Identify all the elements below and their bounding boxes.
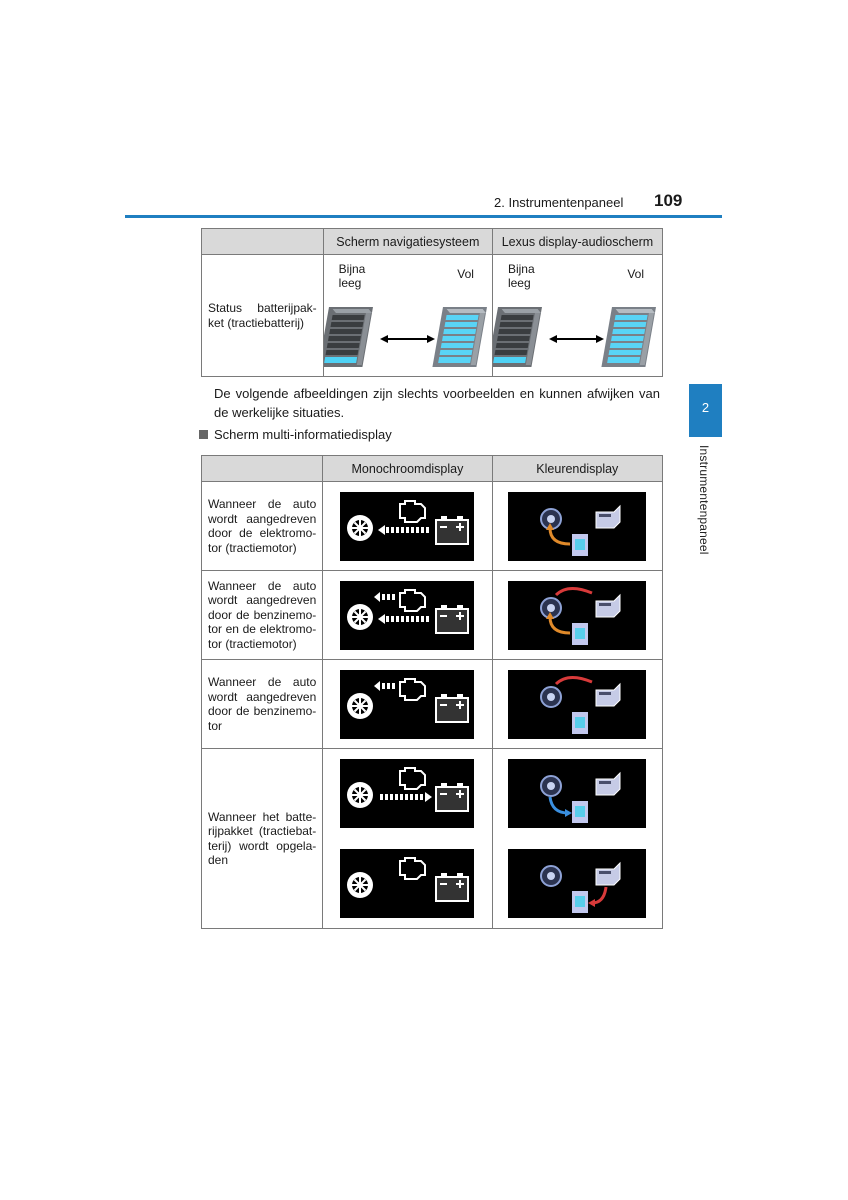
wheel-icon	[541, 776, 561, 796]
double-arrow-icon	[380, 335, 435, 343]
table-header-lexus-audio: Lexus display-audioscherm	[492, 229, 662, 255]
row-label-electric: Wanneer de auto wordt aangedreven door de elektromo-tor (tractiemotor)	[202, 482, 323, 571]
battery-icon	[436, 605, 468, 633]
color-display-electric	[508, 492, 646, 561]
lexus-battery-cell	[492, 255, 662, 377]
battery-status-label: Status batterijpak-ket (tractiebatterij)	[202, 255, 324, 377]
battery-icon	[436, 873, 468, 901]
wheel-icon	[347, 872, 373, 898]
battery-status-table	[201, 228, 663, 377]
double-arrow-icon	[549, 335, 604, 343]
note-text: De volgende afbeeldingen zijn slechts voorbeelden en kunnen afwijken van de werkelijke situaties.	[214, 386, 660, 420]
wheel-icon	[541, 866, 561, 886]
color-cell	[492, 571, 662, 660]
row-label-charging: Wanneer het batte-rijpakket (tractiebat-terij) wordt opgela-den	[202, 749, 323, 929]
color-display-charging-motor	[508, 759, 646, 828]
mono-cell	[323, 660, 492, 749]
nav-battery-cell	[323, 255, 492, 377]
square-bullet-icon	[199, 430, 208, 439]
battery-empty-icon	[493, 307, 542, 367]
multi-info-table	[201, 455, 663, 929]
chapter-tab: 2	[689, 384, 722, 437]
section-heading: Scherm multi-informatiedisplay	[199, 427, 392, 442]
header-rule	[125, 215, 722, 218]
battery-full-icon	[432, 307, 487, 367]
battery-icon	[572, 891, 588, 913]
mono-cell	[323, 749, 492, 839]
color-display-charging-engine	[508, 849, 646, 918]
section-header-title: 2. Instrumentenpaneel	[494, 195, 624, 210]
row-label-hybrid: Wanneer de auto wordt aangedreven door de benzinemo-tor en de elektromo-tor (tractiemotor)	[202, 571, 323, 660]
table-header-navigation: Scherm navigatiesysteem	[323, 229, 492, 255]
table-header-empty	[202, 229, 324, 255]
battery-icon	[572, 623, 588, 645]
battery-icon	[436, 694, 468, 722]
wheel-icon	[347, 604, 373, 630]
battery-levels-graphic	[493, 255, 663, 376]
row-label-engine: Wanneer de auto wordt aangedreven door de benzinemo-tor	[202, 660, 323, 749]
color-cell	[492, 660, 662, 749]
table-header-empty	[202, 456, 323, 482]
wheel-icon	[347, 515, 373, 541]
chapter-side-label: Instrumentenpaneel	[697, 445, 711, 555]
battery-icon	[572, 712, 588, 734]
battery-icon	[436, 783, 468, 811]
battery-icon	[436, 516, 468, 544]
color-cell	[492, 482, 662, 571]
low-label: Bijna leeg	[507, 262, 535, 290]
battery-icon	[572, 801, 588, 823]
page-number: 109	[654, 191, 683, 210]
color-display-engine	[508, 670, 646, 739]
low-label: Bijna leeg	[338, 262, 366, 290]
full-label: Vol	[457, 267, 474, 281]
wheel-icon	[541, 687, 561, 707]
wheel-icon	[347, 782, 373, 808]
color-cell	[492, 839, 662, 929]
wheel-icon	[347, 693, 373, 719]
mono-cell	[323, 839, 492, 929]
full-label: Vol	[627, 267, 644, 281]
color-cell	[492, 749, 662, 839]
mono-display-electric	[340, 492, 474, 561]
table-header-mono: Monochroomdisplay	[323, 456, 492, 482]
mono-cell	[323, 482, 492, 571]
battery-full-icon	[601, 307, 656, 367]
mono-display-charging-motor	[340, 759, 474, 828]
mono-display-hybrid	[340, 581, 474, 650]
battery-levels-graphic	[324, 255, 493, 376]
battery-empty-icon	[324, 307, 373, 367]
mono-display-charging-engine	[340, 849, 474, 918]
table-header-color: Kleurendisplay	[492, 456, 662, 482]
mono-cell	[323, 571, 492, 660]
color-display-hybrid	[508, 581, 646, 650]
mono-display-engine	[340, 670, 474, 739]
battery-icon	[572, 534, 588, 556]
